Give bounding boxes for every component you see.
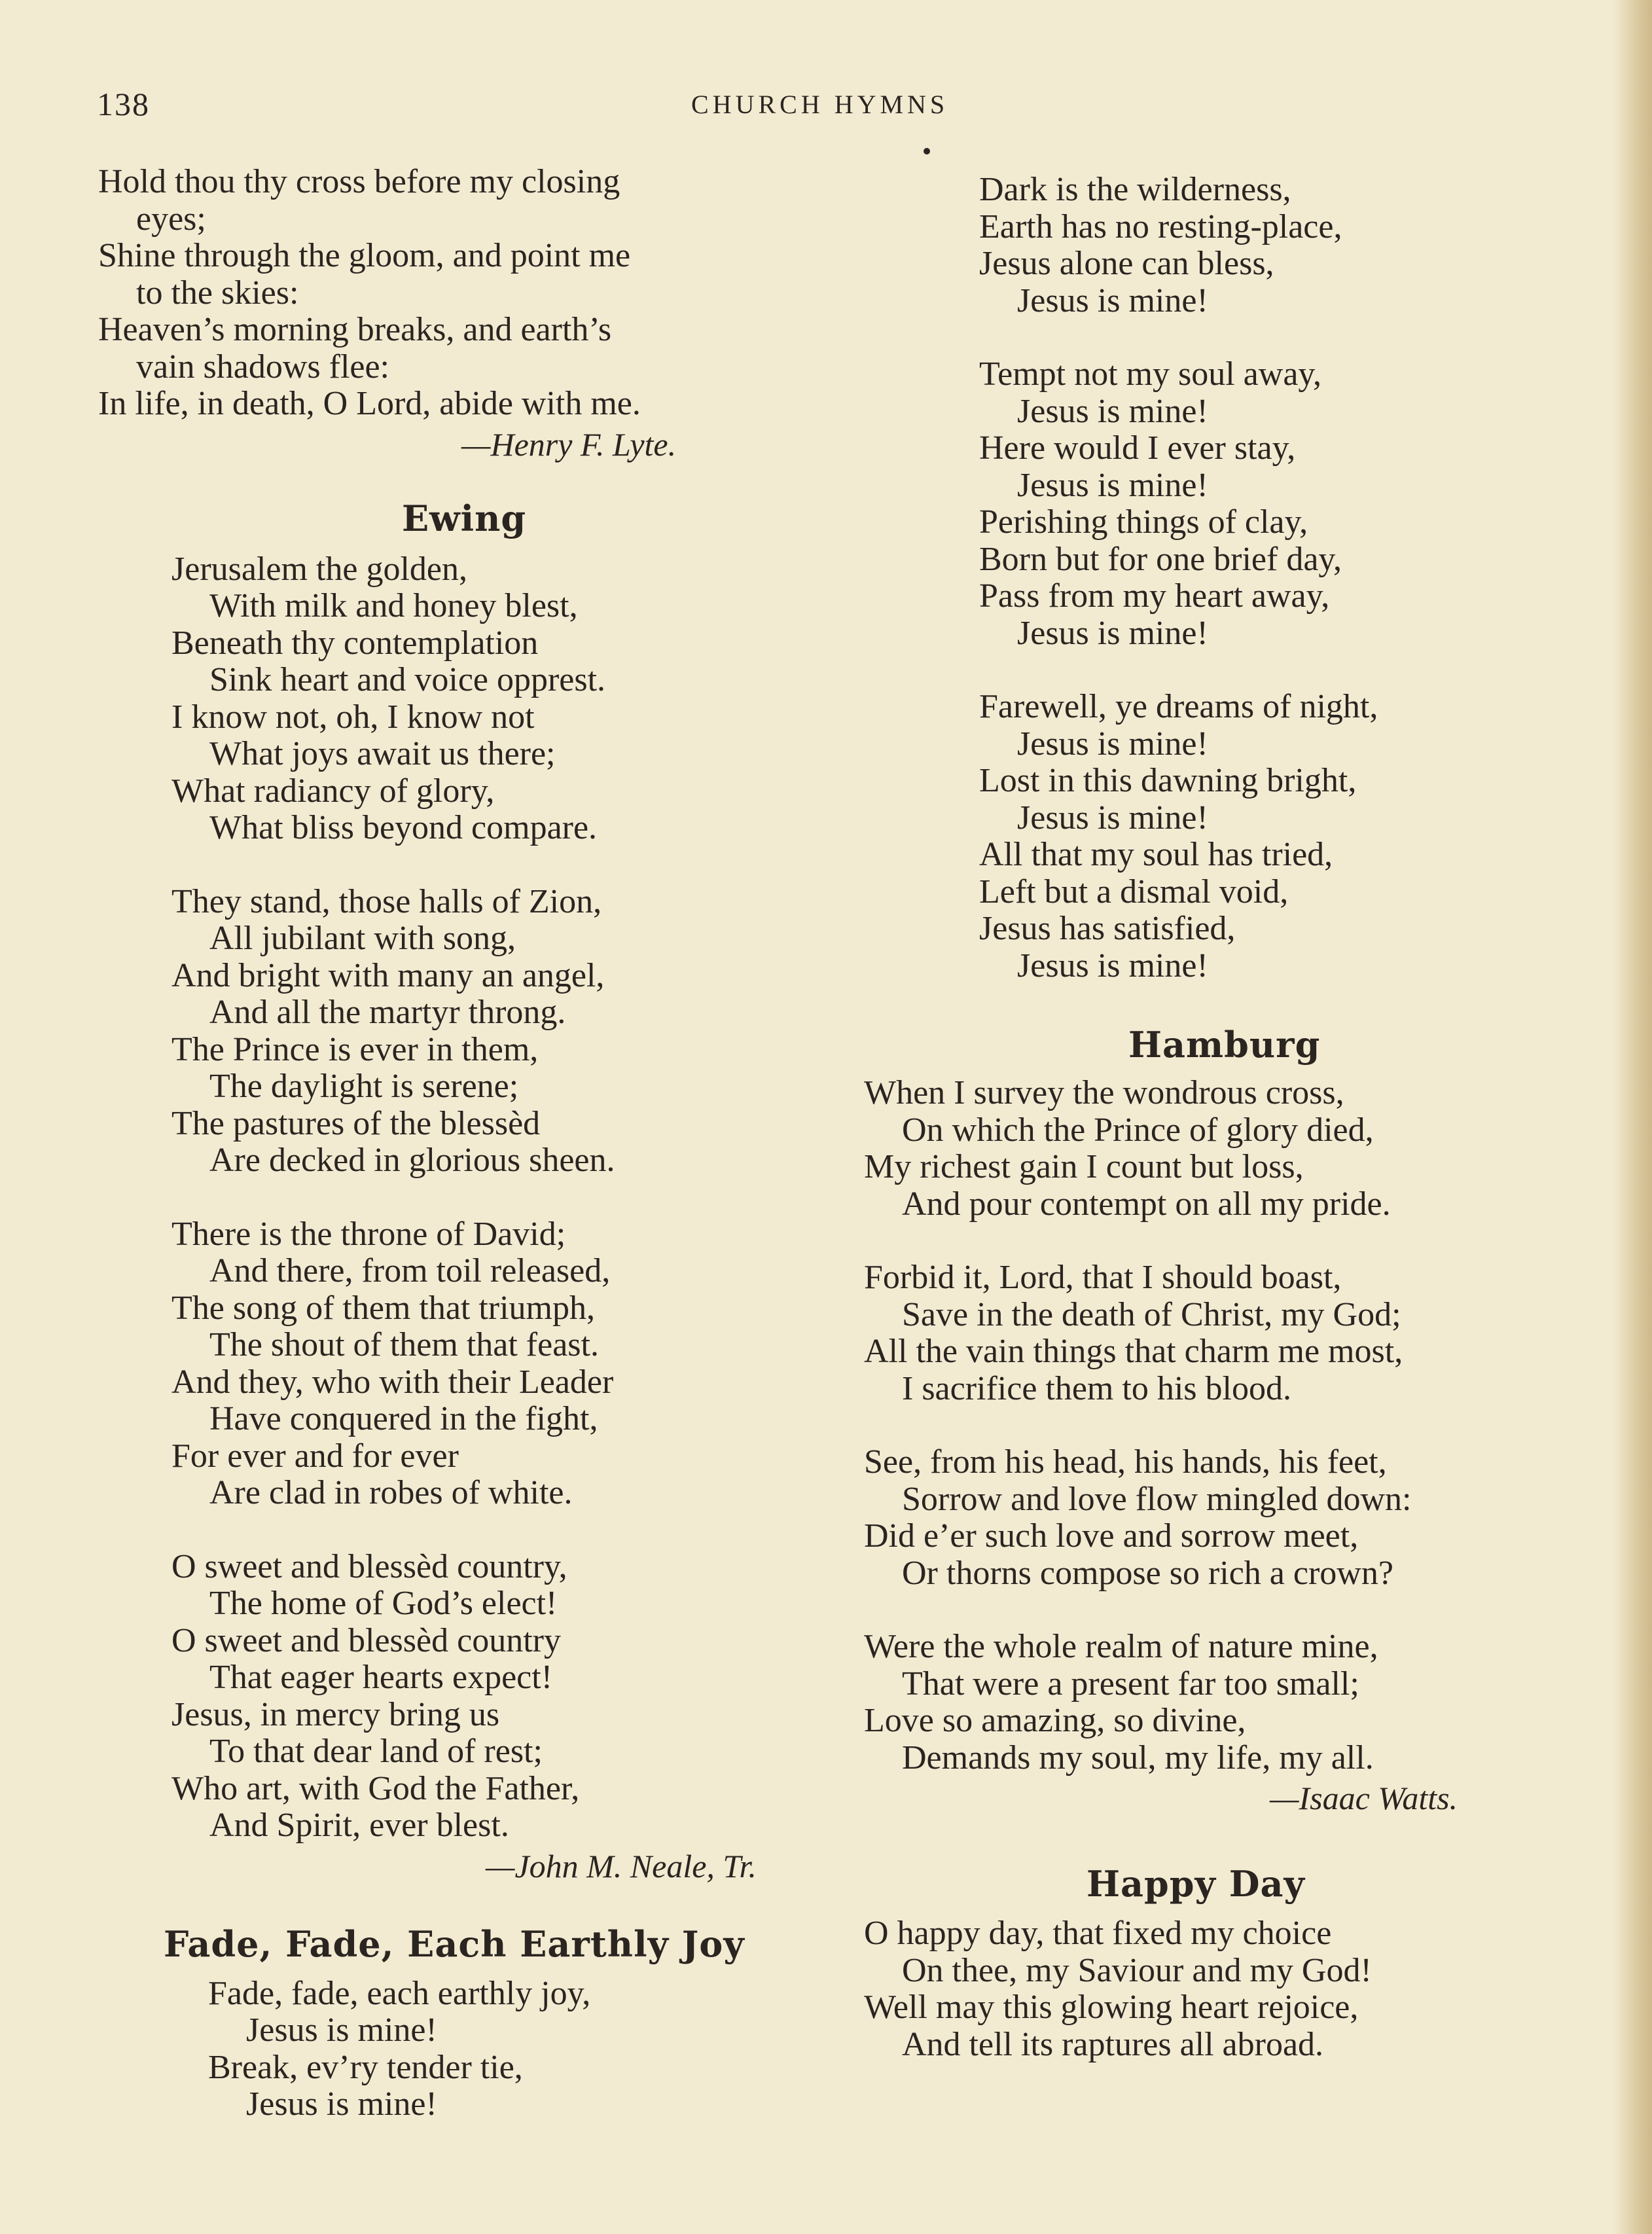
verse-line: eyes;	[136, 200, 206, 238]
running-title: CHURCH HYMNS	[691, 90, 949, 119]
verse-line: The home of God’s elect!	[209, 1585, 558, 1622]
verse-line: vain shadows flee:	[136, 348, 390, 386]
page-number: 138	[97, 86, 150, 122]
verse-line: Hold thou thy cross before my closing	[98, 163, 620, 200]
verse-line: Jesus, in mercy bring us	[171, 1695, 500, 1733]
attribution-lyte: —Henry F. Lyte.	[461, 425, 677, 463]
verse-line: The daylight is serene;	[209, 1068, 519, 1105]
verse-line: Jesus is mine!	[246, 2011, 437, 2049]
verse-line: Sorrow and love flow mingled down:	[902, 1480, 1412, 1518]
verse-line: To that dear land of rest;	[209, 1733, 543, 1770]
verse-line: There is the throne of David;	[171, 1215, 566, 1253]
verse-line: Shine through the gloom, and point me	[98, 237, 631, 274]
verse-line: With milk and honey blest,	[209, 587, 578, 624]
stanza	[979, 171, 1597, 319]
verse-line: That were a present far too small;	[902, 1665, 1359, 1703]
stanza	[171, 884, 851, 1180]
verse-line: On thee, my Saviour and my God!	[902, 1951, 1372, 1989]
attribution-watts: —Isaac Watts.	[1270, 1780, 1458, 1816]
verse-line: Jesus is mine!	[1017, 799, 1208, 837]
verse-line: Perishing things of clay,	[979, 503, 1308, 541]
hymn-hamburg	[864, 1075, 1597, 1820]
verse-line: O sweet and blessèd country,	[171, 1547, 567, 1585]
verse-line: Break, ev’ry tender tie,	[208, 2048, 523, 2086]
left-column	[98, 164, 851, 2123]
verse-line: For ever and for ever	[171, 1437, 459, 1475]
verse-line: Jesus is mine!	[1017, 614, 1208, 652]
verse-line: That eager hearts expect!	[209, 1659, 553, 1696]
verse-line: What radiancy of glory,	[171, 772, 495, 810]
verse-line: Were the whole realm of nature mine,	[864, 1628, 1378, 1665]
stanza	[171, 1549, 851, 1845]
verse-line: O happy day, that fixed my choice	[864, 1915, 1332, 1952]
verse-line: Did e’er such love and sorrow meet,	[864, 1517, 1359, 1555]
verse-line: Sink heart and voice opprest.	[209, 661, 606, 698]
verse-line: Who art, with God the Father,	[171, 1769, 580, 1807]
verse-line: And Spirit, ever blest.	[209, 1807, 509, 1844]
hymn-happy-day	[864, 1915, 1597, 2063]
hymn-fade-opening	[98, 1975, 851, 2123]
verse-line: Are clad in robes of white.	[209, 1474, 573, 1511]
verse-line: On which the Prince of glory died,	[902, 1111, 1374, 1149]
verse-line: The shout of them that feast.	[209, 1326, 599, 1363]
hymn-title-fade: Fade, Fade, Each Earthly Joy	[164, 1922, 745, 1965]
verse-line: All the vain things that charm me most,	[864, 1333, 1403, 1370]
stanza	[864, 1075, 1597, 1223]
verse-line: Love so amazing, so divine,	[864, 1702, 1246, 1739]
verse-line: Jesus is mine!	[1017, 466, 1208, 504]
verse-line: Dark is the wilderness,	[979, 171, 1291, 208]
verse-line: Jesus is mine!	[1017, 725, 1208, 763]
verse-line: And pour contempt on all my pride.	[902, 1185, 1391, 1223]
stanza	[171, 551, 851, 847]
stanza	[208, 1975, 851, 2123]
verse-line: Tempt not my soul away,	[979, 355, 1322, 393]
verse-line: In life, in death, O Lord, abide with me.	[98, 385, 641, 422]
verse-line: Jesus is mine!	[1017, 281, 1208, 319]
hymn-title-happy-day: Happy Day	[1086, 1863, 1305, 1905]
page-edge-shadow	[1613, 0, 1652, 2234]
verse-line: Or thorns compose so rich a crown?	[902, 1554, 1393, 1592]
verse-line: And they, who with their Leader	[171, 1363, 614, 1401]
hymn-fade-continued	[864, 171, 1597, 984]
verse-line: My richest gain I count but loss,	[864, 1148, 1304, 1185]
hymn-title-hamburg: Hamburg	[1128, 1024, 1321, 1066]
verse-line: And bright with many an angel,	[171, 956, 605, 994]
stanza	[979, 356, 1597, 652]
hymn-title-ewing: Ewing	[402, 497, 527, 539]
attribution-neale: —John M. Neale, Tr.	[486, 1847, 757, 1884]
verse-line: Forbid it, Lord, that I should boast,	[864, 1259, 1342, 1296]
hymn-ewing	[98, 551, 851, 1888]
stanza	[864, 1444, 1597, 1592]
verse-line: Jesus has satisfied,	[979, 910, 1236, 947]
verse-line: Jesus is mine!	[246, 2085, 437, 2123]
verse-line: Well may this glowing heart rejoice,	[864, 1989, 1359, 2026]
stanza	[979, 689, 1597, 984]
verse-line: Demands my soul, my life, my all.	[902, 1739, 1374, 1776]
stanza	[864, 1259, 1597, 1407]
verse-line: And tell its raptures all abroad.	[902, 2025, 1324, 2063]
verse-line: And all the martyr throng.	[209, 994, 566, 1031]
verse-line: to the skies:	[136, 274, 299, 312]
verse-line: Born but for one brief day,	[979, 540, 1342, 578]
verse-line: I sacrifice them to his blood.	[902, 1369, 1291, 1407]
verse-line: Have conquered in the fight,	[209, 1400, 598, 1437]
verse-line: Here would I ever stay,	[979, 429, 1296, 467]
verse-line: The song of them that triumph,	[171, 1289, 596, 1327]
verse-line: They stand, those halls of Zion,	[171, 882, 602, 920]
verse-line: See, from his head, his hands, his feet,	[864, 1443, 1387, 1481]
verse-line: All jubilant with song,	[209, 920, 516, 957]
verse-line: When I survey the wondrous cross,	[864, 1074, 1344, 1111]
stanza	[864, 1629, 1597, 1776]
verse-line: Farewell, ye dreams of night,	[979, 688, 1378, 725]
verse-line: Heaven’s morning breaks, and earth’s	[98, 311, 612, 348]
verse-line: Beneath thy contemplation	[171, 624, 539, 662]
bullet-mark	[924, 148, 930, 154]
verse-line: What joys await us there;	[209, 735, 556, 772]
verse-line: And there, from toil released,	[209, 1252, 611, 1289]
verse-line: Jesus is mine!	[1017, 946, 1208, 984]
stanza	[864, 1915, 1597, 2063]
verse-block	[98, 164, 851, 423]
verse-line: Lost in this dawning bright,	[979, 762, 1357, 799]
verse-line: I know not, oh, I know not	[171, 698, 535, 736]
abide-with-me-ending	[98, 164, 851, 466]
verse-line: Pass from my heart away,	[979, 577, 1330, 615]
verse-line: Fade, fade, each earthly joy,	[208, 1974, 591, 2012]
verse-line: Left but a dismal void,	[979, 873, 1289, 910]
verse-line: The Prince is ever in them,	[171, 1030, 539, 1068]
stanza	[171, 1216, 851, 1512]
verse-line: All that my soul has tried,	[979, 836, 1333, 873]
verse-line: Save in the death of Christ, my God;	[902, 1295, 1401, 1333]
right-column	[864, 171, 1597, 2063]
verse-line: What bliss beyond compare.	[209, 809, 598, 846]
verse-line: The pastures of the blessèd	[171, 1104, 541, 1142]
verse-line: Are decked in glorious sheen.	[209, 1142, 615, 1179]
verse-line: Jesus is mine!	[1017, 392, 1208, 430]
verse-line: Jerusalem the golden,	[171, 550, 467, 588]
verse-line: O sweet and blessèd country	[171, 1621, 561, 1659]
verse-line: Earth has no resting-place,	[979, 207, 1342, 245]
verse-line: Jesus alone can bless,	[979, 245, 1274, 282]
